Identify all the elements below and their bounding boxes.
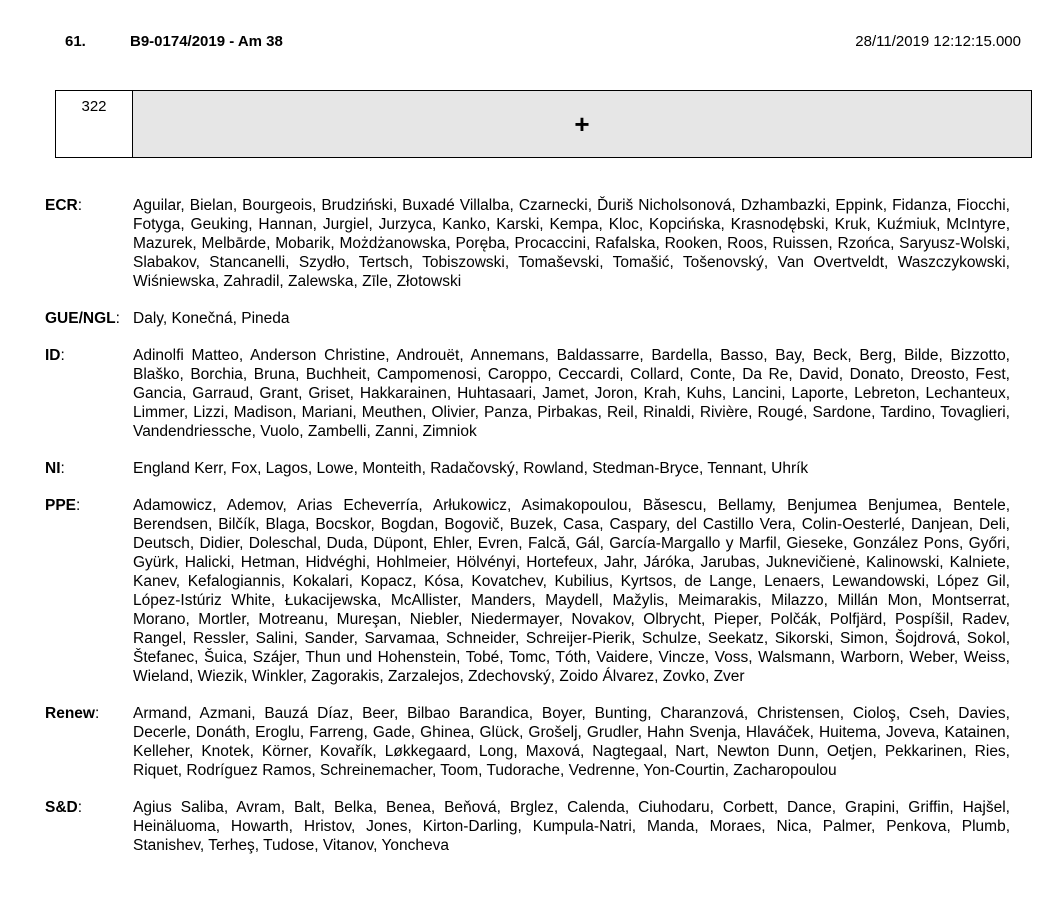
group-members: England Kerr, Fox, Lagos, Lowe, Monteith, Radačovský, Rowland, Stedman-Bryce, Tennant, Uhrík xyxy=(133,460,809,477)
group-name: PPE xyxy=(45,497,77,514)
group-members: Adinolfi Matteo, Anderson Christine, Androuët, Annemans, Baldassarre, Bardella, Basso, Bay, Beck, Berg, Bilde, Bizzotto, Blaško, Borchia, Bruna, Buchheit, Campomenosi, Caroppo, Ceccardi, Collard, Conte, Da Re, David, Donato, Dreosto, Fest, Gancia, Garraud, Grant, Griset, Hakkarainen, Huhtasaari, Jamet, Joron, Krah, Kuhs, Lancini, Laporte, Lebreton, Lechanteux, Limmer, Lizzi, Madison, Mariani, Meuthen, Olivier, Panza, Pirbakas, Reil, Rinaldi, Rivière, Rougé, Sardone, Tardino, Tovaglieri, Vandendriessche, Vuolo, Zambelli, Zanni, Zimniok xyxy=(133,347,1010,440)
group-members: Adamowicz, Ademov, Arias Echeverría, Arłukowicz, Asimakopoulou, Băsescu, Bellamy, Benjumea Benjumea, Bentele, Berendsen, Bilčík, Blaga, Bocskor, Bogdan, Bogovič, Buzek, Casa, Caspary, del Castillo Vera, Colin-Oesterlé, Danjean, Deli, Deutsch, Didier, Doleschal, Duda, Düpont, Ehler, Evren, Falcă, Gál, García-Margallo y Marfil, Gieseke, González Pons, Győri, Gyürk, Halicki, Hetman, Hidvéghi, Hohlmeier, Hölvényi, Hortefeux, Jahr, Járóka, Jarubas, Juknevičienė, Kalinowski, Kalniete, Kanev, Kefalogiannis, Kokalari, Kopacz, Kósa, Kovatchev, Kubilius, Kyrtsos, de Lange, Lenaers, Lewandowski, López Gil, López-Istúriz White, Łukacijewska, McAllister, Manders, Maydell, Mažylis, Meimarakis, Milazzo, Millán Mon, Montserrat, Morano, Mortler, Motreanu, Mureşan, Niebler, Niedermayer, Novakov, Olbrycht, Pieper, Polčák, Polfjärd, Pospíšil, Radev, Rangel, Ressler, Salini, Sander, Sarvamaa, Schneider, Schreijer-Pierik, Schulze, Seekatz, Sikorski, Simon, Šojdrová, Sokol, Štefanec, Šuica, Szájer, Thun und Hohenstein, Tobé, Tomc, Tóth, Vaidere, Vincze, Voss, Walsmann, Warborn, Weber, Weiss, Wieland, Wiezik, Winkler, Zagorakis, Zarzalejos, Zdechovský, Zoido Álvarez, Zovko, Zver xyxy=(133,497,1010,685)
group-name: Renew xyxy=(45,705,95,722)
group-members: Agius Saliba, Avram, Balt, Belka, Benea, Beňová, Brglez, Calenda, Ciuhodaru, Corbett, Dance, Grapini, Griffin, Hajšel, Heinäluoma, Howarth, Hristov, Jones, Kirton-Darling, Kumpula-Natri, Manda, Moraes, Nica, Palmer, Penkova, Plumb, Stanishev, Terheş, Tudose, Vitanov, Yoncheva xyxy=(133,799,1010,854)
vote-count: 322 xyxy=(56,91,133,157)
group-row-ppe: PPE: Adamowicz, Ademov, Arias Echeverría, Arłukowicz, Asimakopoulou, Băsescu, Bellamy, Benjumea Benjumea, Bentele, Berendsen, Bilčík, Blaga, Bocskor, Bogdan, Bogovič, Buzek, Casa, Caspary, del Castillo Vera, Colin-Oesterlé, Danjean, Deli, Deutsch, Didier, Doleschal, Duda, Düpont, Ehler, Evren, Falcă, Gál, García-Margallo y Marfil, Gieseke, González Pons, Győri, Gyürk, Halicki, Hetman, Hidvéghi, Hohlmeier, Hölvényi, Hortefeux, Jahr, Járóka, Jarubas, Juknevičienė, Kalinowski, Kalniete, Kanev, Kefalogiannis, Kokalari, Kopacz, Kósa, Kovatchev, Kubilius, Kyrtsos, de Lange, Lenaers, Lewandowski, López Gil, López-Istúriz White, Łukacijewska, McAllister, Manders, Maydell, Mažylis, Meimarakis, Milazzo, Millán Mon, Montserrat, Morano, Mortler, Motreanu, Mureşan, Niebler, Niedermayer, Novakov, Olbrycht, Pieper, Polčák, Polfjärd, Pospíšil, Radev, Rangel, Ressler, Salini, Sander, Sarvamaa, Schneider, Schreijer-Pierik, Schulze, Seekatz, Sikorski, Simon, Šojdrová, Sokol, Štefanec, Šuica, Szájer, Thun und Hohenstein, Tobé, Tomc, Tóth, Vaidere, Vincze, Voss, Walsmann, Warborn, Weber, Weiss, Wieland, Wiezik, Winkler, Zagorakis, Zarzalejos, Zdechovský, Zoido Álvarez, Zovko, Zver xyxy=(45,497,1010,685)
group-name: S&D xyxy=(45,799,78,816)
group-name: ID xyxy=(45,347,61,364)
group-list xyxy=(45,196,1010,873)
group-row-gue-ngl: GUE/NGL: Daly, Konečná, Pineda xyxy=(45,309,1010,328)
group-row-sd: S&D: Agius Saliba, Avram, Balt, Belka, Benea, Beňová, Brglez, Calenda, Ciuhodaru, Corbett, Dance, Grapini, Griffin, Hajšel, Heinäluoma, Howarth, Hristov, Jones, Kirton-Darling, Kumpula-Natri, Manda, Moraes, Nica, Palmer, Penkova, Plumb, Stanishev, Terheş, Tudose, Vitanov, Yoncheva xyxy=(45,799,1010,854)
group-members: Armand, Azmani, Bauzá Díaz, Beer, Bilbao Barandica, Boyer, Bunting, Charanzová, Christensen, Cioloş, Cseh, Davies, Decerle, Donáth, Eroglu, Farreng, Gade, Ghinea, Glück, Grošelj, Grudler, Hahn Svenja, Hlaváček, Huitema, Joveva, Katainen, Kelleher, Knotek, Körner, Kovařík, Løkkegaard, Long, Maxová, Nagtegaal, Nart, Newton Dunn, Oetjen, Pekkarinen, Ries, Riquet, Rodríguez Ramos, Schreinemacher, Toom, Tudorache, Vedrenne, Yon-Courtin, Zacharopoulou xyxy=(133,705,1010,779)
vote-reference: B9-0174/2019 - Am 38 xyxy=(130,33,283,50)
vote-result-box xyxy=(55,90,1032,158)
vote-datetime: 28/11/2019 12:12:15.000 xyxy=(855,33,1021,50)
group-row-ecr: ECR: Aguilar, Bielan, Bourgeois, Brudziński, Buxadé Villalba, Czarnecki, Ďuriš Nicholsonová, Dzhambazki, Eppink, Fidanza, Fiocchi, Fotyga, Geuking, Hannan, Jurgiel, Jurzyca, Kanko, Karski, Kempa, Kloc, Kopcińska, Krasnodębski, Kruk, Kuźmiuk, McIntyre, Mazurek, Melbārde, Mobarik, Możdżanowska, Poręba, Procaccini, Rafalska, Rooken, Roos, Ruissen, Rzońca, Saryusz-Wolski, Slabakov, Stancanelli, Szydło, Tertsch, Tobiszowski, Tomaševski, Tomašić, Tošenovský, Van Overtveldt, Waszczykowski, Wiśniewska, Zahradil, Zalewska, Zīle, Złotowski xyxy=(45,197,1010,290)
group-name: NI xyxy=(45,460,61,477)
group-row-id: ID: Adinolfi Matteo, Anderson Christine, Androuët, Annemans, Baldassarre, Bardella, Basso, Bay, Beck, Berg, Bilde, Bizzotto, Blaško, Borchia, Bruna, Buchheit, Campomenosi, Caroppo, Ceccardi, Collard, Conte, Da Re, David, Donato, Dreosto, Fest, Gancia, Garraud, Grant, Griset, Hakkarainen, Huhtasaari, Jamet, Joron, Krah, Kuhs, Lancini, Laporte, Lebreton, Lechanteux, Limmer, Lizzi, Madison, Mariani, Meuthen, Olivier, Panza, Pirbakas, Reil, Rinaldi, Rivière, Rougé, Sardone, Tardino, Tovaglieri, Vandendriessche, Vuolo, Zambelli, Zanni, Zimniok xyxy=(45,347,1010,440)
group-members: Aguilar, Bielan, Bourgeois, Brudziński, Buxadé Villalba, Czarnecki, Ďuriš Nicholsonová, Dzhambazki, Eppink, Fidanza, Fiocchi, Fotyga, Geuking, Hannan, Jurgiel, Jurzyca, Kanko, Karski, Kempa, Kloc, Kopcińska, Krasnodębski, Kruk, Kuźmiuk, McIntyre, Mazurek, Melbārde, Mobarik, Możdżanowska, Poręba, Procaccini, Rafalska, Rooken, Roos, Ruissen, Rzońca, Saryusz-Wolski, Slabakov, Stancanelli, Szydło, Tertsch, Tobiszowski, Tomaševski, Tomašić, Tošenovský, Van Overtveldt, Waszczykowski, Wiśniewska, Zahradil, Zalewska, Zīle, Złotowski xyxy=(133,197,1010,290)
group-name: ECR xyxy=(45,197,78,214)
group-row-renew: Renew: Armand, Azmani, Bauzá Díaz, Beer, Bilbao Barandica, Boyer, Bunting, Charanzová, Christensen, Cioloş, Cseh, Davies, Decerle, Donáth, Eroglu, Farreng, Gade, Ghinea, Glück, Grošelj, Grudler, Hahn Svenja, Hlaváček, Huitema, Joveva, Katainen, Kelleher, Knotek, Körner, Kovařík, Løkkegaard, Long, Maxová, Nagtegaal, Nart, Newton Dunn, Oetjen, Pekkarinen, Ries, Riquet, Rodríguez Ramos, Schreinemacher, Toom, Tudorache, Vedrenne, Yon-Courtin, Zacharopoulou xyxy=(45,705,1010,779)
group-members: Daly, Konečná, Pineda xyxy=(133,310,290,327)
vote-number: 61. xyxy=(65,33,86,50)
vote-sign: + xyxy=(133,91,1031,157)
group-name: GUE/NGL xyxy=(45,310,116,327)
group-row-ni: NI: England Kerr, Fox, Lagos, Lowe, Monteith, Radačovský, Rowland, Stedman-Bryce, Tennant, Uhrík xyxy=(45,459,1010,478)
vote-header xyxy=(0,33,1050,53)
